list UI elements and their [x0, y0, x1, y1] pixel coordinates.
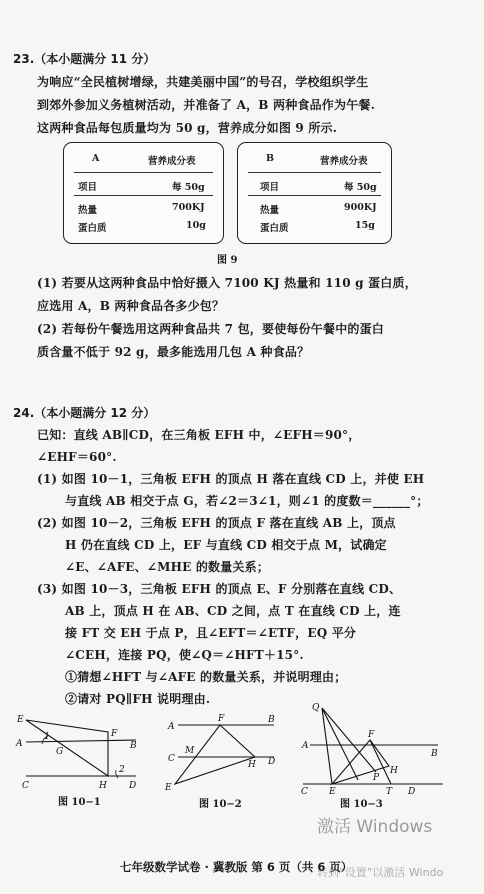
table-b-name: B: [266, 153, 275, 164]
q24-line-11: ∠CEH，连接 PQ，使∠Q＝∠HFT＋15°.: [65, 648, 304, 662]
windows-activation-watermark-subtitle: 转到“设置”以激活 Windo: [317, 866, 444, 879]
q24-line-10: 接 FT 交 EH 于点 P，且∠EFT＝∠ETF，EQ 平分: [65, 626, 357, 640]
fig1-label-1: 1: [44, 732, 50, 742]
q23-header: 23.（本小题满分 11 分）: [13, 52, 156, 66]
q24-header: 24.（本小题满分 12 分）: [13, 406, 156, 420]
q24-line-6: H 仍在直线 CD 上，EF 与直线 CD 相交于点 M，试确定: [65, 538, 387, 552]
table-b-row-2-label: 热量: [260, 205, 280, 216]
q24-line-7: ∠E、∠AFE、∠MHE 的数量关系；: [65, 560, 270, 574]
nutrition-table-b: [237, 142, 392, 244]
fig3-label-t: T: [386, 787, 393, 797]
table-a-divider-mid: [74, 195, 213, 196]
table-a-divider-top: [74, 172, 213, 173]
q24-line-9: AB 上，顶点 H 在 AB、CD 之间，点 T 在直线 CD 上，连: [65, 604, 401, 618]
figure-10-3-diagram: [298, 700, 448, 800]
q24-line-12: ①猜想∠HFT 与∠AFE 的数量关系，并说明理由；: [65, 670, 347, 684]
fig2-label-a: A: [168, 722, 175, 732]
table-b-row-1-label: 项目: [260, 182, 280, 193]
q23-part-2-line-1: (2) 若每份午餐选用这两种食品共 7 包，要使每份午餐中的蛋白: [37, 322, 384, 336]
table-a-row-1-value: 每 50g: [172, 182, 205, 193]
table-b-divider-mid: [248, 195, 381, 196]
q23-part-2-line-2: 质含量不低于 92 g，最多能选用几包 A 种食品？: [37, 345, 310, 359]
table-a-row-1-label: 项目: [78, 182, 98, 193]
fig2-label-h: H: [248, 760, 256, 770]
fig2-label-e: E: [165, 783, 172, 792]
table-b-row-3-value: 15g: [355, 220, 375, 231]
q24-line-8: (3) 如图 10－3，三角板 EFH 的顶点 E、F 分别落在直线 CD、: [37, 582, 402, 596]
fig2-label-b: B: [268, 715, 275, 725]
fig1-label-a: A: [16, 739, 23, 749]
fig1-label-2: 2: [119, 765, 125, 775]
fig3-label-a: A: [302, 741, 309, 751]
fig2-label-f: F: [218, 714, 225, 724]
table-a-row-3-value: 10g: [186, 220, 206, 231]
fig3-label-p: P: [373, 773, 380, 783]
fig2-label-d: D: [268, 757, 276, 767]
figure-10-2-caption: 图 10−2: [199, 799, 242, 810]
q23-stem-line-2: 到郊外参加义务植树活动，并准备了 A，B 两种食品作为午餐.: [37, 98, 375, 112]
table-b-row-2-value: 900KJ: [344, 202, 377, 213]
q24-line-1: 已知：直线 AB∥CD，在三角板 EFH 中，∠EFH＝90°，: [37, 428, 361, 442]
fig1-label-c: C: [22, 781, 29, 790]
figure-10-3-caption: 图 10−3: [340, 799, 383, 810]
fig3-label-f: F: [368, 730, 375, 740]
table-b-divider-top: [248, 172, 381, 173]
table-b-title: 营养成分表: [320, 156, 368, 167]
fig1-label-h: H: [99, 781, 107, 790]
figure-10-1-caption: 图 10−1: [58, 797, 101, 808]
q23-stem-line-3: 这两种食品每包质量均为 50 g，营养成分如图 9 所示.: [37, 121, 338, 135]
fig3-label-h: H: [390, 766, 398, 776]
fig1-label-d: D: [129, 781, 137, 790]
q24-line-13: ②请对 PQ∥FH 说明理由.: [65, 692, 211, 706]
table-a-row-2-label: 热量: [78, 205, 98, 216]
table-a-name: A: [92, 153, 100, 164]
fig3-label-d: D: [408, 787, 416, 797]
q24-line-3: (1) 如图 10－1，三角板 EFH 的顶点 H 落在直线 CD 上，并使 EH: [37, 472, 425, 486]
table-a-title: 营养成分表: [148, 156, 196, 167]
fig3-label-q: Q: [312, 703, 320, 713]
q23-part-1-line-1: (1) 若要从这两种食品中恰好摄入 7100 KJ 热量和 110 g 蛋白质，: [37, 276, 417, 290]
fig1-label-f: F: [111, 729, 118, 739]
q23-stem-line-1: 为响应“全民植树增绿，共建美丽中国”的号召，学校组织学生: [37, 75, 369, 89]
table-b-row-3-label: 蛋白质: [260, 223, 289, 234]
fig1-label-b: B: [130, 741, 137, 751]
q24-line-4: 与直线 AB 相交于点 G，若∠2＝3∠1，则∠1 的度数＝______°；: [65, 494, 429, 508]
fig3-label-b: B: [431, 749, 438, 759]
fig3-label-e: E: [329, 787, 336, 797]
q24-line-2: ∠EHF＝60°.: [37, 450, 117, 464]
fig2-label-m: M: [185, 746, 195, 756]
fig3-label-c: C: [301, 787, 308, 797]
q24-line-5: (2) 如图 10－2，三角板 EFH 的顶点 F 落在直线 AB 上，顶点: [37, 516, 396, 530]
fig1-label-e: E: [17, 715, 24, 725]
figure-10-2-diagram: [160, 712, 290, 792]
nutrition-table-a: [63, 142, 224, 244]
table-b-row-1-value: 每 50g: [344, 182, 377, 193]
fig2-label-c: C: [168, 754, 175, 764]
table-a-row-3-label: 蛋白质: [78, 223, 107, 234]
figure-9-caption: 图 9: [217, 255, 238, 266]
page-footer: 七年级数学试卷 · 冀教版 第 6 页（共 6 页）: [120, 860, 353, 874]
table-a-row-2-value: 700KJ: [172, 202, 205, 213]
q23-part-1-line-2: 应选用 A，B 两种食品各多少包？: [37, 299, 225, 313]
figure-10-1-diagram: [12, 710, 147, 790]
fig1-label-g: G: [56, 747, 64, 757]
windows-activation-watermark-title: 激活 Windows: [317, 817, 433, 837]
